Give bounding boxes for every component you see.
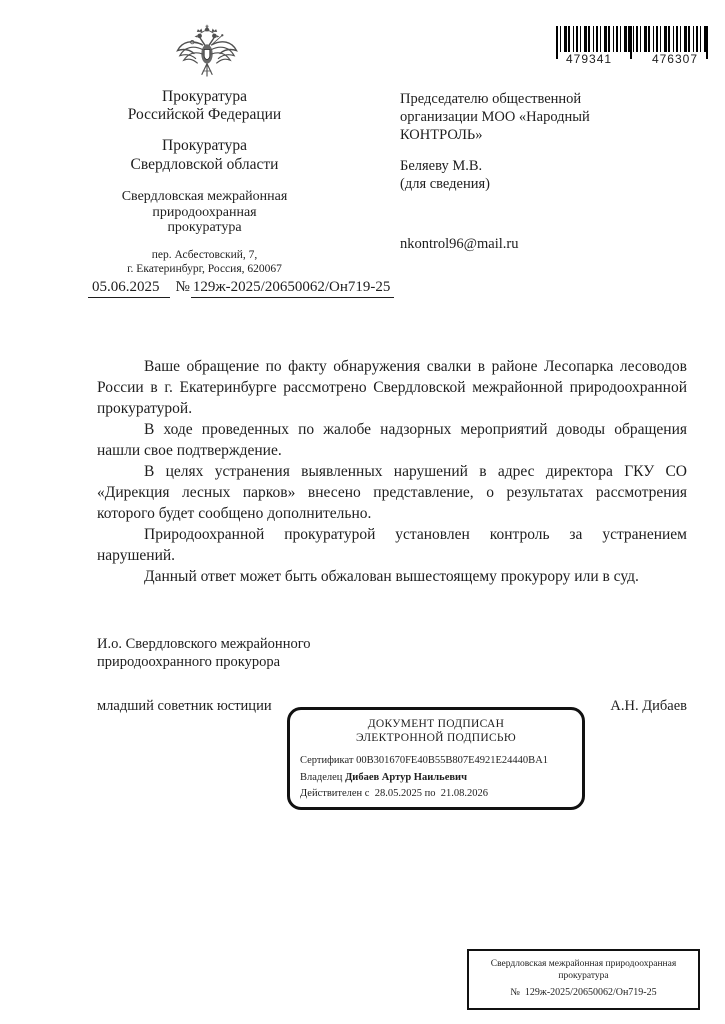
signer-name: А.Н. Дибаев — [610, 698, 687, 714]
barcode-digits-right: 476307 — [651, 52, 698, 66]
addressee-org: Председателю общественной — [400, 91, 582, 107]
addressee-name: Беляеву М.В. — [400, 158, 483, 174]
addressee-org: КОНТРОЛЬ» — [400, 127, 483, 143]
esignature-title: ДОКУМЕНТ ПОДПИСАН ЭЛЕКТРОННОЙ ПОДПИСЬЮ — [356, 718, 516, 744]
coat-of-arms-icon — [173, 22, 241, 86]
esignature-stamp — [287, 707, 585, 810]
body-paragraph: В целях устранения выявленных нарушений в адрес директора ГКУ СО «Дирекция лесных парков» внесено представление, о результатах рассмотрения которого будет сообщено дополнительно. — [97, 463, 687, 522]
validity-row: Действителен с 28.05.2025 по 21.08.2026 — [300, 788, 488, 799]
org-name-region: Прокуратура Свердловской области — [130, 137, 279, 173]
body-paragraph: В ходе проведенных по жалобе надзорных мероприятий доводы обращения нашли свое подтверждение. — [97, 421, 687, 459]
barcode-guard-right — [706, 26, 708, 59]
signer-position: И.о. Свердловского межрайонного — [97, 636, 311, 652]
number-sign: № — [510, 987, 520, 998]
registration-org: прокуратура — [558, 971, 609, 981]
registration-number: 129ж-2025/20650062/Он719-25 — [524, 987, 657, 998]
esignature-details — [300, 753, 572, 803]
valid-to: 21.08.2026 — [440, 788, 488, 799]
owner-row: Владелец Дибаев Артур Наильевич — [300, 771, 468, 783]
barcode-digits — [558, 52, 706, 66]
org-name-federal: Прокуратура Российской Федерации — [127, 88, 282, 123]
signer-rank: младший советник юстиции — [97, 698, 272, 714]
date-number-line — [88, 279, 428, 296]
owner-name: Дибаев Артур Наильевич — [345, 771, 468, 783]
body-paragraph: Ваше обращение по факту обнаружения свалки в районе Лесопарка лесоводов России в г. Екатеринбурге рассмотрено Свердловской межрайонной природоохранной прокуратурой. — [97, 358, 687, 417]
signer-position: природоохранного прокурора — [97, 653, 281, 670]
valid-from: 28.05.2025 — [374, 788, 422, 799]
body-paragraph: Природоохранной прокуратурой установлен контроль за устранением нарушений. — [97, 526, 687, 564]
letter-body — [97, 356, 687, 587]
addressee-note: (для сведения) — [400, 176, 491, 192]
barcode-bars — [556, 26, 708, 52]
number-sign: № — [175, 279, 190, 295]
addressee-email: nkontrol96@mail.ru — [400, 236, 519, 252]
registration-org: Свердловская межрайонная природоохранная — [490, 959, 677, 969]
addressee-org: организации МОО «Народный — [400, 109, 590, 125]
barcode-digits-left: 479341 — [566, 52, 613, 66]
letter-number: 129ж-2025/20650062/Он719-25 — [191, 279, 395, 298]
registration-stamp — [467, 949, 700, 1010]
signature-block — [97, 636, 687, 716]
barcode — [556, 26, 708, 66]
org-name-local: Свердловская межрайонная природоохранная прокуратура — [121, 189, 288, 235]
org-address: пер. Асбестовский, 7, г. Екатеринбург, Россия, 620067 — [127, 248, 282, 275]
letterhead — [52, 88, 357, 276]
registration-number-row — [469, 987, 698, 999]
certificate-row: Сертификат 00B301670FE40B55B807E4921E24440BA1 — [300, 755, 549, 766]
certificate-value: 00B301670FE40B55B807E4921E24440BA1 — [356, 755, 549, 766]
letter-date: 05.06.2025 — [88, 279, 170, 298]
body-paragraph: Данный ответ может быть обжалован вышестоящему прокурору или в суд. — [144, 568, 639, 585]
addressee-block — [400, 90, 690, 253]
